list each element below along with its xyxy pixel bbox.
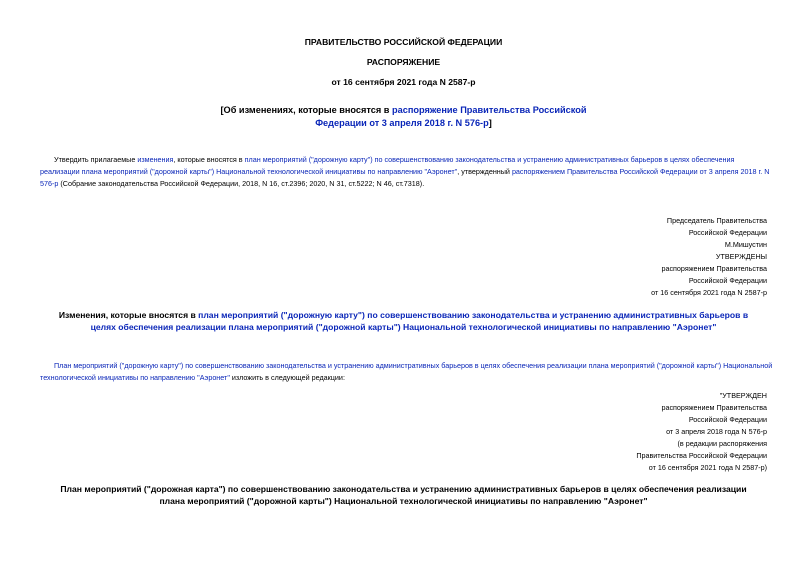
document-date: от 16 сентября 2021 года N 2587-р — [331, 77, 476, 87]
signature-line: УТВЕРЖДЕНЫ — [715, 252, 767, 261]
plan-link-cont[interactable]: реализации плана мероприятий ("дорожной карты") Национальной технологической инициативы по направлению "Аэронет" — [40, 167, 458, 176]
approved-line: от 3 апреля 2018 года N 576-р — [666, 427, 767, 436]
plan-title: План мероприятий ("дорожная карта") по совершенствованию законодательства и устранению административных барьеров в целях обеспечения реализации плана мероприятий ("дорожной карты") Национальной технологической инициативы по направлению "Аэронет" — [60, 484, 747, 506]
signature-line: Российской Федерации — [688, 276, 767, 285]
changes-plan-link-cont[interactable]: целях обеспечения реализации плана мероприятий ("дорожной карты") Национальной технологической инициативы по направлению "Аэронет" — [90, 322, 717, 332]
approved-line: (в редакции распоряжения — [677, 439, 767, 448]
plan-para-link[interactable]: План мероприятий ("дорожную карту") по совершенствованию законодательства и устранению административных барьеров в целях обеспечения реализации плана мероприятий ("дорожной карты") Национальной — [54, 361, 773, 370]
approved-line: распоряжением Правительства — [661, 403, 767, 412]
approved-line: Правительства Российской Федерации — [636, 451, 767, 460]
signature-line: М.Мишустин — [724, 240, 767, 249]
approved-line: "УТВЕРЖДЕН — [719, 391, 767, 400]
signature-line: Российской Федерации — [688, 228, 767, 237]
body-paragraph: Утвердить прилагаемые изменения, которые вносятся в план мероприятий ("дорожную карту") по совершенствованию законодательства и устранению административных барьеров в целях обеспечения реализации плана мероприятий ("дорожной карты") Национальной технологической инициативы по направлению "Аэронет", утвержденный распоряжением Правительства Российской Федерации от 3 апреля 2018 г. N 576-р (Собрание законодательства Российской Федерации, 2018, N 16, ст.2396; 2020, N 31, ст.5222; N 46, ст.7318). — [40, 155, 770, 188]
signature-block — [467, 215, 767, 299]
document-type: РАСПОРЯЖЕНИЕ — [366, 57, 441, 67]
signature-line: от 16 сентября 2021 года N 2587-р — [651, 288, 767, 297]
government-heading: ПРАВИТЕЛЬСТВО РОССИЙСКОЙ ФЕДЕРАЦИИ — [304, 37, 503, 47]
title-link-cont[interactable]: Федерации от 3 апреля 2018 г. N 576-р — [315, 117, 489, 128]
changes-link[interactable]: изменения — [137, 155, 174, 164]
approved-block — [467, 390, 767, 474]
changes-title: Изменения, которые вносятся в план мероприятий ("дорожную карту") по совершенствованию законодательства и устранению административных барьеров в целях обеспечения реализации плана мероприятий ("дорожной карты") Национальной технологической инициативы по направлению "Аэронет" — [58, 310, 749, 332]
title-link[interactable]: распоряжение Правительства Российской — [392, 105, 587, 115]
plan-para-link-cont[interactable]: технологической инициативы по направлению "Аэронет" — [40, 373, 230, 382]
approved-line: Российской Федерации — [688, 415, 767, 424]
signature-line: Председатель Правительства — [666, 216, 767, 225]
order-link-cont[interactable]: 576-р — [40, 179, 59, 188]
signature-line: распоряжением Правительства — [661, 264, 767, 273]
document-title: [Об изменениях, которые вносятся в распоряжение Правительства Российской Федерации от 3 апреля 2018 г. N 576-р] — [220, 105, 587, 128]
changes-plan-link[interactable]: план мероприятий ("дорожную карту") по совершенствованию законодательства и устранению административных барьеров в — [198, 310, 749, 320]
plan-paragraph: План мероприятий ("дорожную карту") по совершенствованию законодательства и устранению административных барьеров в целях обеспечения реализации плана мероприятий ("дорожной карты") Национальной технологической инициативы по направлению "Аэронет" изложить в следующей редакции: — [40, 361, 773, 382]
approved-line: от 16 сентября 2021 года N 2587-р) — [648, 463, 767, 472]
order-link[interactable]: распоряжением Правительства Российской Федерации от 3 апреля 2018 г. N — [511, 167, 770, 176]
plan-link[interactable]: план мероприятий ("дорожную карту") по совершенствованию законодательства и устранению административных барьеров в целях обеспечения — [244, 155, 735, 164]
